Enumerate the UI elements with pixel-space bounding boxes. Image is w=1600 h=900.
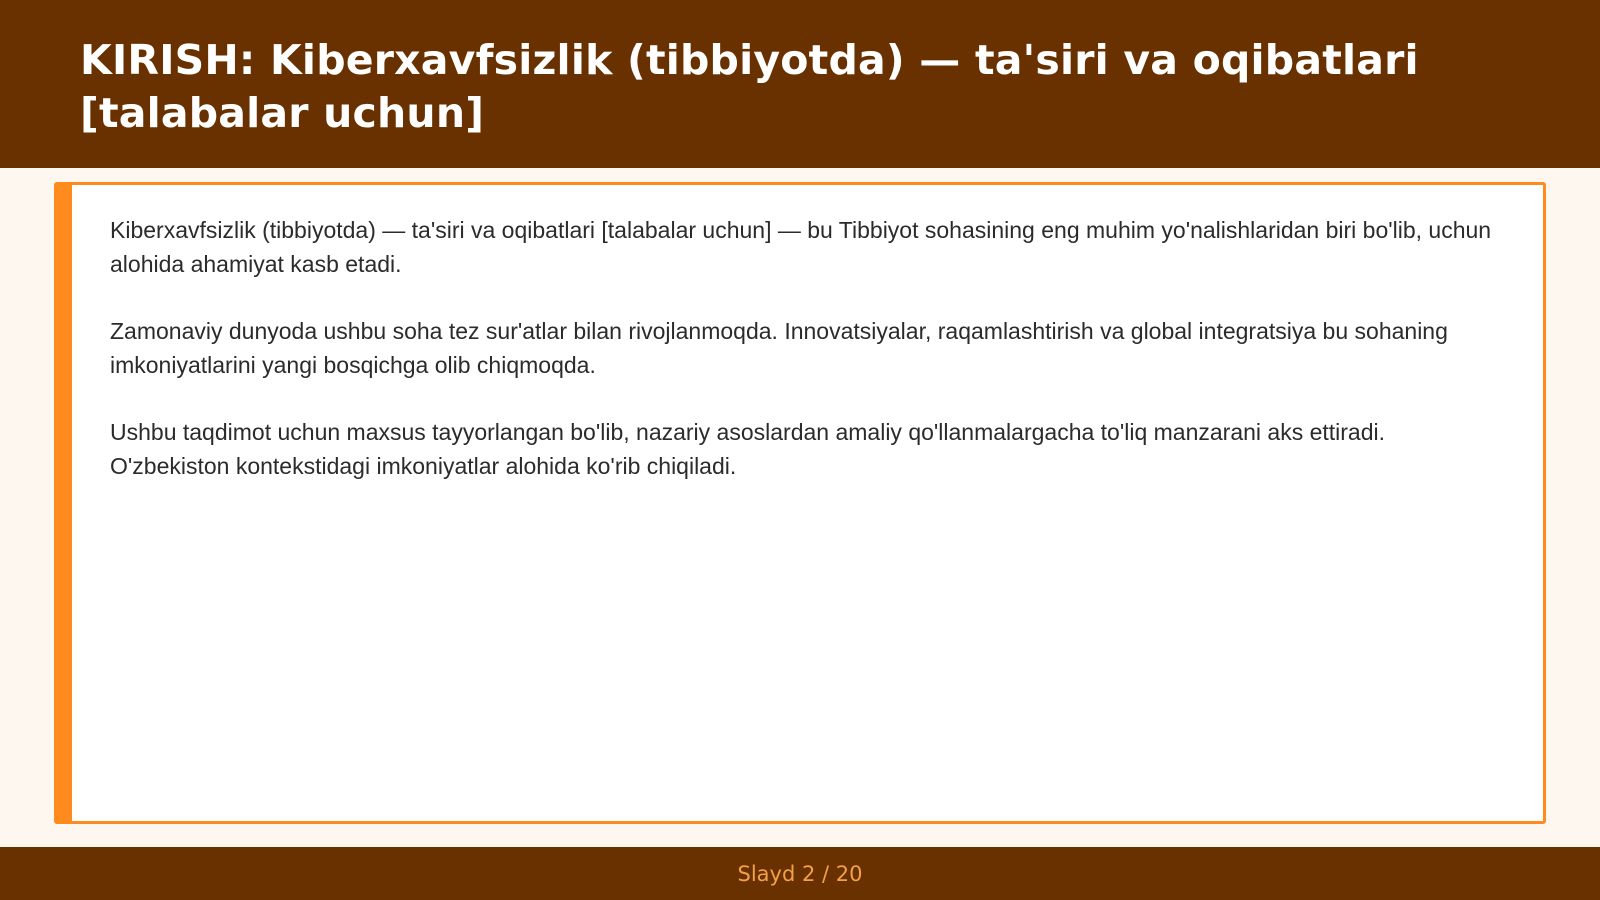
paragraph-presentation: Ushbu taqdimot uchun maxsus tayyorlangan bo'lib, nazariy asoslardan amaliy qo'llanmalargacha to'liq manzarani aks ettiradi. O'zbekiston kontekstidagi imkoniyatlar alohida ko'rib chiqiladi. (110, 419, 1386, 479)
paragraph-modern-world: Zamonaviy dunyoda ushbu soha tez sur'atlar bilan rivojlanmoqda. Innovatsiyalar, raqamlashtirish va global integratsiya bu sohaning imkoniyatlarini yangi bosqichga olib chiqmoqda. (110, 318, 1448, 378)
paragraph-intro: Kiberxavfsizlik (tibbiyotda) — ta'siri va oqibatlari [talabalar uchun] — bu Tibbiyot sohasining eng muhim yo'nalishlaridan biri bo'lib, uchun alohida ahamiyat kasb etadi. (110, 217, 1492, 277)
content-box (54, 182, 1546, 824)
slide-number: Slayd 2 / 20 (737, 861, 863, 886)
slide-title: KIRISH: Kiberxavfsizlik (tibbiyotda) — ta'siri va oqibatlari [talabalar uchun] (80, 36, 1419, 137)
slide-footer (0, 847, 1600, 900)
slide-header (0, 0, 1600, 168)
